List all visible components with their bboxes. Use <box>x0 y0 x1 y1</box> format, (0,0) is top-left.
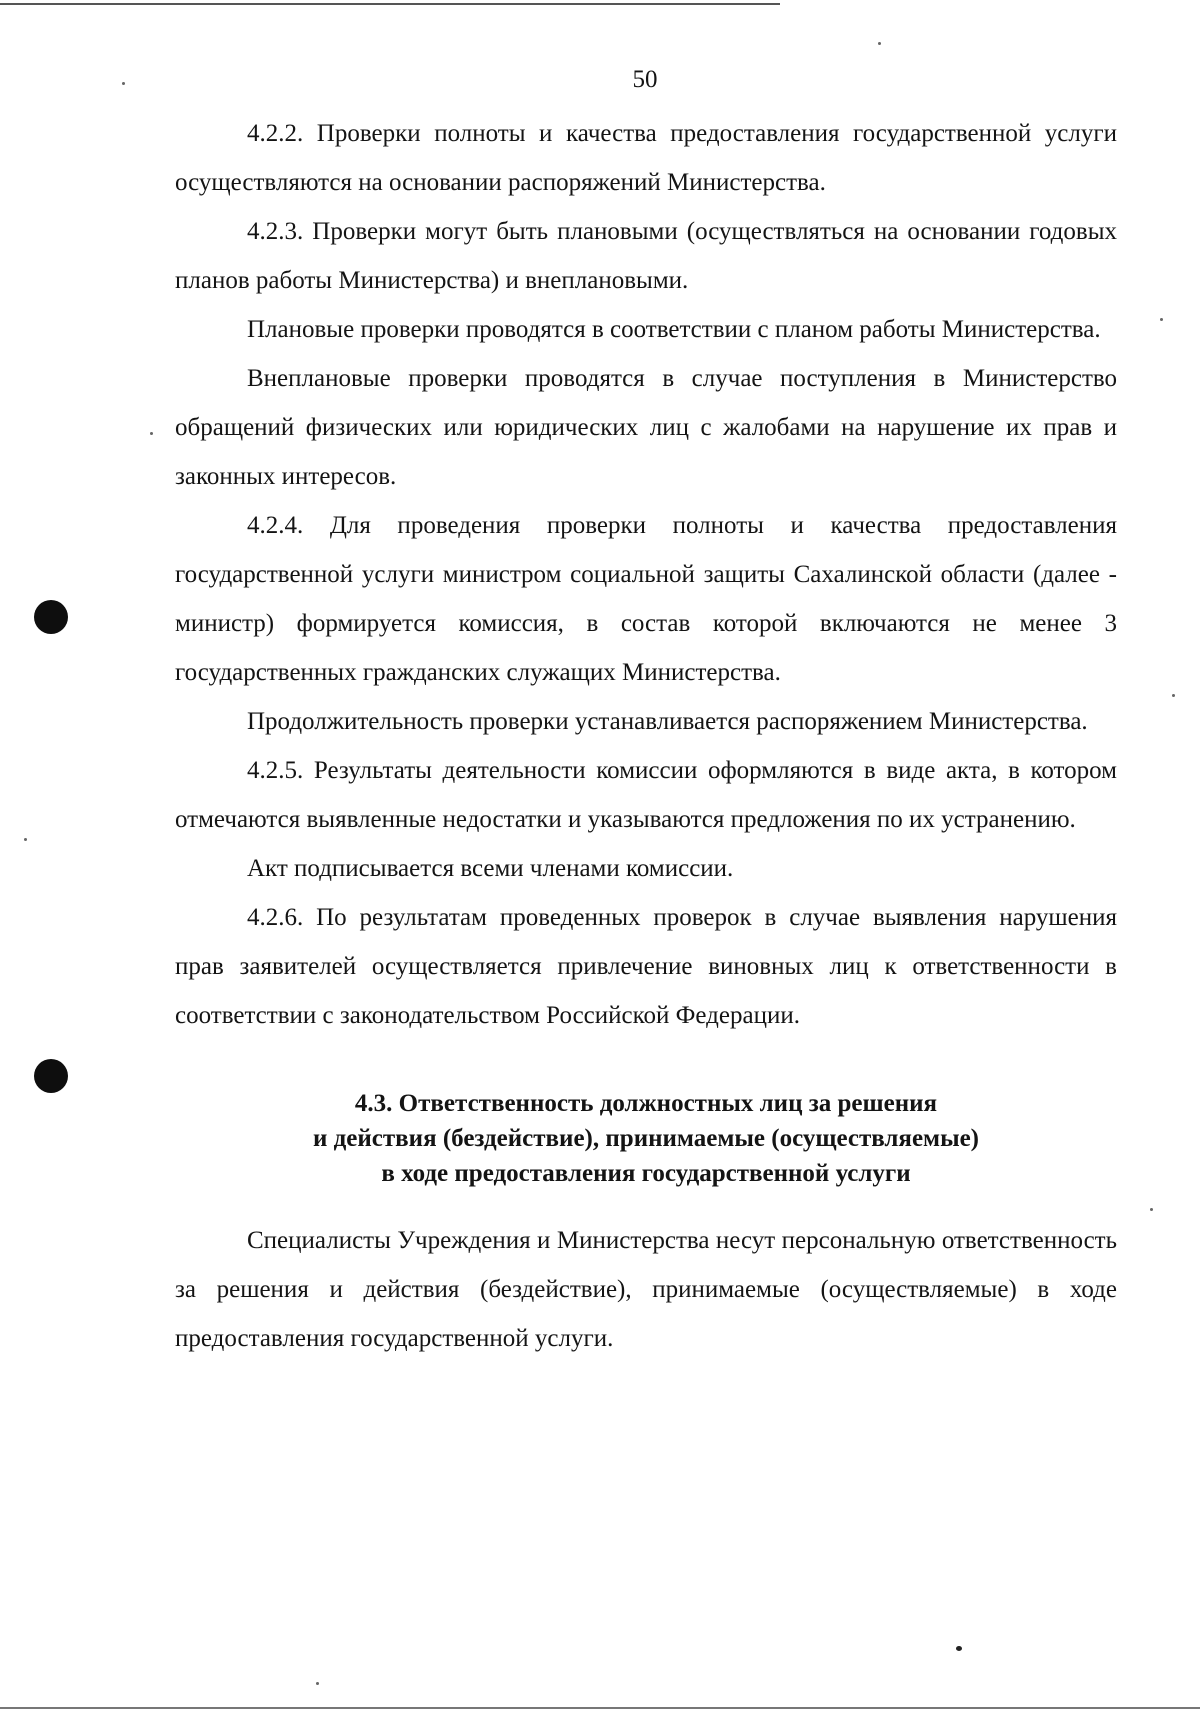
scan-speck <box>878 42 881 45</box>
paragraph-planned-checks: Плановые проверки проводятся в соответствии с планом работы Министерства. <box>247 316 1101 343</box>
top-scan-edge <box>0 3 780 5</box>
scan-speck <box>1160 318 1163 321</box>
section-heading-line-1: 4.3. Ответственность должностных лиц за решения <box>354 1090 938 1117</box>
scan-speck <box>122 82 125 85</box>
scan-speck <box>24 838 27 841</box>
paragraph-4-2-5: 4.2.5. Результаты деятельности комиссии оформляются в виде акта, в котором отмечаются выявленные недостатки и указываются предложения по их устранению. <box>175 757 1117 833</box>
paragraph-4-2-4: 4.2.4. Для проведения проверки полноты и качества предоставления государственной услуги министром социальной защиты Сахалинской области (далее - министр) формируется комиссия, в состав которой включаются не менее 3 государственных гражданских служащих Министерства. <box>175 512 1117 686</box>
paragraph-act-signing: Акт подписывается всеми членами комиссии. <box>247 855 734 882</box>
scan-speck <box>956 1646 962 1651</box>
document-body <box>175 109 1117 1363</box>
punch-hole-top <box>34 600 68 634</box>
scan-speck <box>150 432 153 435</box>
scan-speck <box>1172 694 1175 697</box>
punch-hole-bottom <box>34 1059 68 1093</box>
paragraph-4-2-2: 4.2.2. Проверки полноты и качества предоставления государственной услуги осуществляются на основании распоряжений Министерства. <box>175 120 1117 196</box>
paragraph-4-2-3: 4.2.3. Проверки могут быть плановыми (осуществляться на основании годовых планов работы Министерства) и внеплановыми. <box>175 218 1117 294</box>
paragraph-unplanned-checks: Внеплановые проверки проводятся в случае поступления в Министерство обращений физических или юридических лиц с жалобами на нарушение их прав и законных интересов. <box>175 365 1117 490</box>
section-heading-4-3 <box>175 1086 1117 1191</box>
paragraph-check-duration: Продолжительность проверки устанавливается распоряжением Министерства. <box>247 708 1088 735</box>
scan-speck <box>1150 1208 1153 1211</box>
paragraph-4-2-6: 4.2.6. По результатам проведенных проверок в случае выявления нарушения прав заявителей осуществляется привлечение виновных лиц к ответственности в соответствии с законодательством Российской Федерации. <box>175 904 1117 1029</box>
paragraph-responsibility: Специалисты Учреждения и Министерства несут персональную ответственность за решения и действия (бездействие), принимаемые (осуществляемые) в ходе предоставления государственной услуги. <box>175 1227 1117 1352</box>
section-heading-line-3: в ходе предоставления государственной услуги <box>381 1160 911 1187</box>
page-number: 50 <box>632 66 658 93</box>
bottom-scan-edge <box>0 1707 1200 1709</box>
scan-speck <box>316 1682 319 1685</box>
section-heading-line-2: и действия (бездействие), принимаемые (осуществляемые) <box>312 1125 980 1152</box>
